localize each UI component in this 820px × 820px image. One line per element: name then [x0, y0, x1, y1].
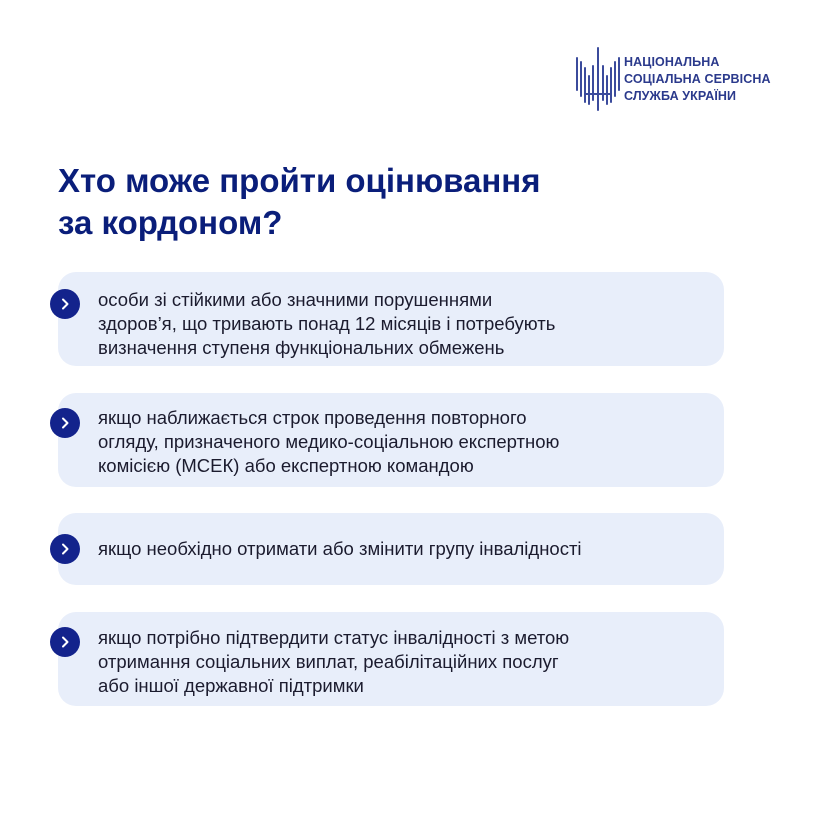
list-item-text: [98, 626, 704, 698]
page-title: [58, 160, 758, 244]
list-item-line: або іншої державної підтримки: [98, 675, 364, 696]
list-item-line: здоров’я, що тривають понад 12 місяців і потребують: [98, 313, 556, 334]
list-item: [58, 612, 724, 706]
chevron-right-icon: [50, 627, 80, 657]
logo-line: НАЦІОНАЛЬНА: [624, 54, 720, 69]
list-item-line: якщо потрібно підтвердити статус інвалідності з метою: [98, 627, 570, 648]
list-item: [58, 393, 724, 487]
title-line: Хто може пройти оцінювання: [58, 162, 541, 199]
list-item-line: якщо необхідно отримати або змінити групу інвалідності: [98, 538, 582, 559]
logo-line: СЛУЖБА УКРАЇНИ: [624, 88, 737, 103]
list-item-text: [98, 537, 704, 561]
list-item: [58, 513, 724, 585]
list-item-text: [98, 288, 704, 360]
logo: [574, 46, 771, 112]
chevron-right-icon: [50, 408, 80, 438]
list-item-line: якщо наближається строк проведення повторного: [98, 407, 527, 428]
list-item-line: отримання соціальних виплат, реабілітаційних послуг: [98, 651, 559, 672]
list-item-text: [98, 406, 704, 478]
logo-line: СОЦІАЛЬНА СЕРВІСНА: [624, 71, 771, 86]
trident-lines-icon: [574, 46, 622, 112]
logo-text: [624, 54, 771, 105]
list-item: [58, 272, 724, 366]
chevron-right-icon: [50, 289, 80, 319]
list-item-line: комісією (МСЕК) або експертною командою: [98, 455, 474, 476]
chevron-right-icon: [50, 534, 80, 564]
list-item-line: особи зі стійкими або значними порушеннями: [98, 289, 493, 310]
title-line: за кордоном?: [58, 204, 283, 241]
list-item-line: огляду, призначеного медико-соціальною експертною: [98, 431, 560, 452]
list-item-line: визначення ступеня функціональних обмежень: [98, 337, 505, 358]
